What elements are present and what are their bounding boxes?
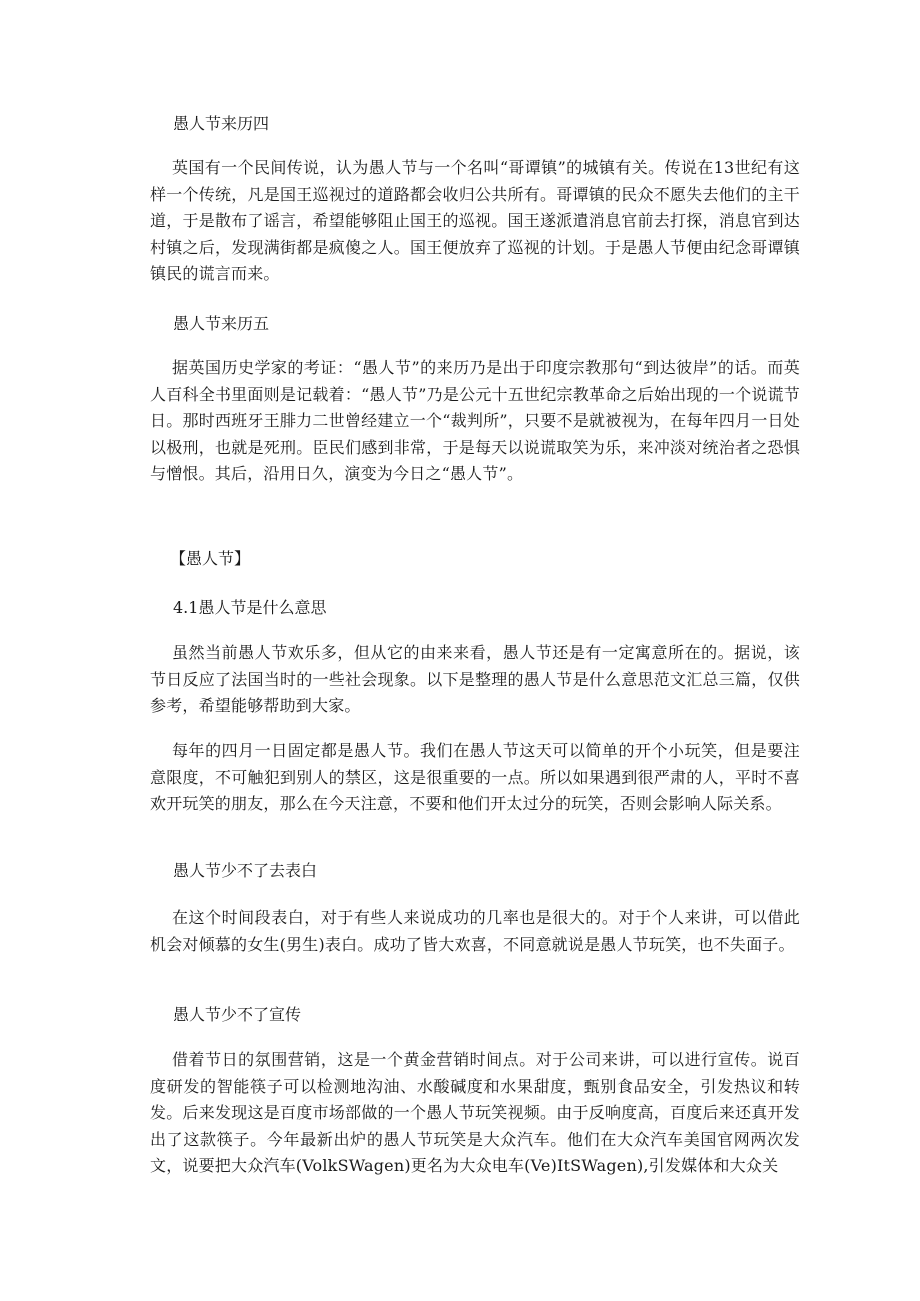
paragraph-origin-4: 英国有一个民间传说，认为愚人节与一个名叫“哥谭镇”的城镇有关。传说在13世纪有这样一个传统，凡是国王巡视过的道路都会收归公共所有。哥谭镇的民众不愿失去他们的主干道，于是散布了谣言，希望能够阻止国王的巡视。国王遂派遣消息官前去打探，消息官到达村镇之后，发现满街都是疯傻之人。国王便放弃了巡视的计划。于是愚人节便由纪念哥谭镇镇民的谎言而来。 [150,158,800,283]
paragraph-origin-5: 据英国历史学家的考证：“愚人节”的来历乃是出于印度宗教那句“到达彼岸”的话。而英人百科全书里面则是记载着：“愚人节”乃是公元十五世纪宗教革命之后始出现的一个说谎节日。那时西班牙王腓力二世曾经建立一个“裁判所”，只要不是就被视为，在每年四月一日处以极刑，也就是死刑。臣民们感到非常，于是每天以说谎取笑为乐，来冲淡对统治者之恐惧与憎恨。其后，沿用日久，演变为今日之“愚人节”。 [150,358,800,483]
section-heading-origin-4: 愚人节来历四 [173,114,270,133]
section-heading-confess: 愚人节少不了去表白 [173,861,318,880]
paragraph-promo: 借着节日的氛围营销，这是一个黄金营销时间点。对于公司来讲，可以进行宣传。说百度研发的智能筷子可以检测地沟油、水酸碱度和水果甜度，甄别食品安全，引发热议和转发。后来发现这是百度市场部做的一个愚人节玩笑视频。由于反响度高，百度后来还真开发出了这款筷子。今年最新出炉的愚人节玩笑是大众汽车。他们在大众汽车美国官网两次发文，说要把大众汽车(VolkSWagen)更名为大众电车(Ve)ItSWagen),引发媒体和大众关 [150,1050,800,1175]
paragraph-intro: 虽然当前愚人节欢乐多，但从它的由来来看，愚人节还是有一定寓意所在的。据说，该节日反应了法国当时的一些社会现象。以下是整理的愚人节是什么意思范文汇总三篇，仅供参考，希望能够帮助到大家。 [150,643,800,715]
section-heading-promo: 愚人节少不了宣传 [173,1005,302,1024]
document-subtitle: 4.1愚人节是什么意思 [173,598,327,617]
document-title: 【愚人节】 [170,549,251,568]
section-heading-origin-5: 愚人节来历五 [173,314,270,333]
paragraph-confess: 在这个时间段表白，对于有些人来说成功的几率也是很大的。对于个人来讲，可以借此机会对倾慕的女生(男生)表白。成功了皆大欢喜，不同意就说是愚人节玩笑，也不失面子。 [150,908,800,954]
paragraph-date-limits: 每年的四月一日固定都是愚人节。我们在愚人节这天可以简单的开个小玩笑，但是要注意限度，不可触犯到别人的禁区，这是很重要的一点。所以如果遇到很严肃的人，平时不喜欢开玩笑的朋友，那么在今天注意，不要和他们开太过分的玩笑，否则会影响人际关系。 [150,741,800,813]
